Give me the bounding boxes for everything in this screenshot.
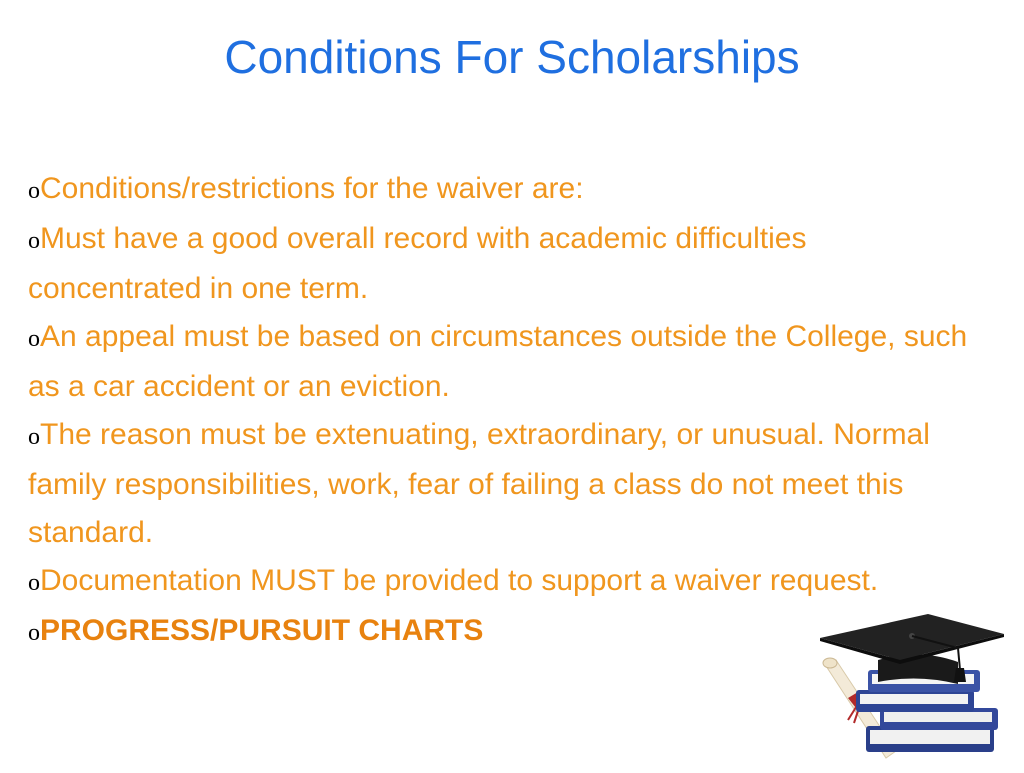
bullet-marker: o	[28, 620, 40, 646]
bullet-text: Conditions/restrictions for the waiver are:	[40, 172, 584, 205]
bullet-text: An appeal must be based on circumstances outside the College, such as a car accident or an eviction.	[28, 320, 968, 403]
slide-title: Conditions For Scholarships	[224, 31, 800, 83]
bullet-list	[28, 165, 968, 657]
bullet-item	[28, 313, 968, 411]
book-stack	[856, 670, 998, 752]
bullet-marker: o	[28, 178, 40, 204]
bullet-marker: o	[28, 228, 40, 254]
bullet-marker: o	[28, 424, 40, 450]
bullet-marker: o	[28, 326, 40, 352]
bullet-item	[28, 557, 968, 607]
bullet-item	[28, 165, 968, 215]
bullet-marker: o	[28, 570, 40, 596]
bullet-text-bold: PROGRESS/PURSUIT CHARTS	[40, 614, 484, 647]
bullet-text: Documentation MUST be provided to support a waiver request.	[40, 564, 879, 597]
bullet-item	[28, 411, 968, 557]
graduation-cap-books-icon	[808, 608, 1008, 768]
bullet-text: Must have a good overall record with academic difficulties concentrated in one term.	[28, 222, 807, 305]
bullet-item	[28, 215, 968, 313]
bullet-text: The reason must be extenuating, extraordinary, or unusual. Normal family responsibilities, work, fear of failing a class do not meet this standard.	[28, 418, 930, 549]
